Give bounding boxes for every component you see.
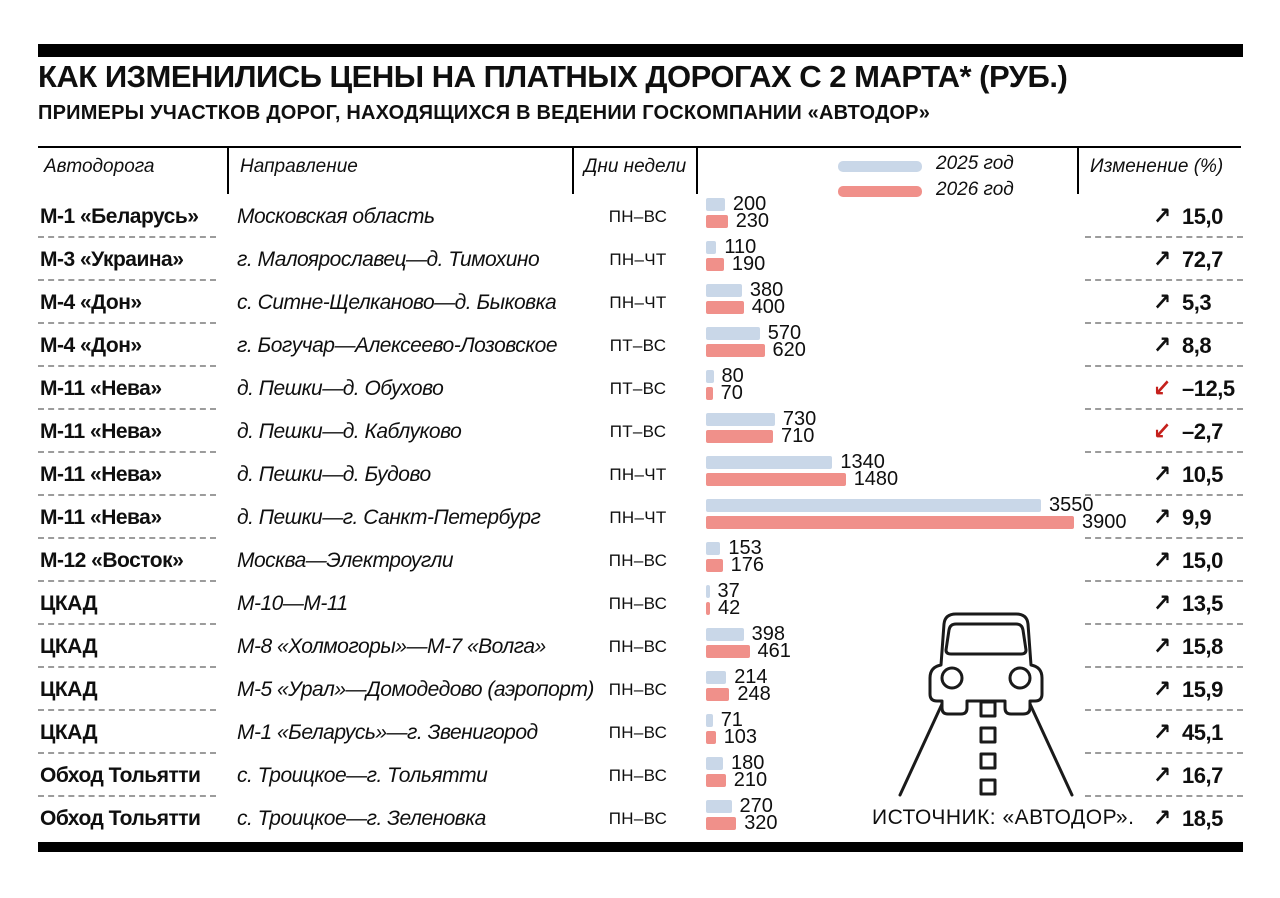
column-divider (227, 146, 229, 194)
bar-2025-fill (706, 413, 775, 426)
road-name: М-11 «Нева» (40, 506, 162, 529)
bar-2026-value: 42 (718, 597, 741, 619)
road-name: М-11 «Нева» (40, 377, 162, 400)
bar-2025-value: 270 (739, 795, 773, 817)
bar-2025-fill (706, 800, 732, 813)
bar-2026-value: 103 (723, 726, 758, 748)
bar-2025-value: 214 (734, 666, 768, 688)
change-percent: 45,1 (1182, 720, 1223, 745)
bar-2025-fill (706, 714, 713, 727)
bar-2026-value: 70 (720, 382, 743, 404)
bar-2026-fill (706, 817, 736, 830)
road-name: ЦКАД (40, 635, 98, 658)
days-of-week: ПН–ВС (608, 680, 668, 699)
trend-arrow-icon: ↗ (1152, 633, 1172, 660)
bar-2025-fill (706, 499, 1041, 512)
bar-2025-value: 180 (731, 752, 765, 774)
table-row (0, 324, 1280, 367)
bar-2026-fill (706, 774, 726, 787)
bar-2026-fill (706, 731, 716, 744)
bar-2025-value: 570 (767, 322, 802, 344)
days-of-week: ПТ–ВС (609, 422, 667, 441)
trend-arrow-icon: ↗ (1152, 590, 1172, 617)
change-percent: 15,9 (1182, 677, 1223, 702)
bar-2026 (706, 468, 899, 490)
bar-2026 (706, 554, 764, 576)
bar-2026-value: 620 (772, 339, 806, 361)
bar-2026-fill (706, 258, 724, 271)
column-header-road: Автодорога (44, 156, 155, 177)
bar-2025-value: 3550 (1049, 494, 1094, 516)
top-rule (38, 44, 1243, 57)
road-name: Обход Тольятти (40, 807, 201, 830)
road-direction: Московская область (237, 205, 435, 228)
road-name: М-11 «Нева» (40, 420, 162, 443)
bar-2026-fill (706, 387, 713, 400)
bar-2025-fill (706, 327, 760, 340)
days-of-week: ПН–ВС (608, 766, 668, 785)
table-row (0, 410, 1280, 453)
bar-2026 (706, 726, 758, 748)
bar-2026 (706, 253, 766, 275)
days-of-week: ПН–ЧТ (609, 508, 667, 527)
bar-2026-fill (706, 602, 710, 615)
change-percent: 10,5 (1182, 462, 1223, 487)
change-percent: 15,8 (1182, 634, 1223, 659)
days-of-week: ПН–ВС (608, 207, 668, 226)
page-subtitle: ПРИМЕРЫ УЧАСТКОВ ДОРОГ, НАХОДЯЩИХСЯ В ВЕДЕНИИ ГОСКОМПАНИИ «АВТОДОР» (38, 102, 931, 124)
trend-arrow-icon: ↗ (1152, 719, 1172, 746)
table-row (0, 238, 1280, 281)
road-direction: г. Богучар—Алексеево-Лозовское (237, 334, 558, 357)
road-direction: М-1 «Беларусь»—г. Звенигород (237, 721, 538, 744)
road-name: М-3 «Украина» (40, 248, 184, 271)
table-row (0, 496, 1280, 539)
trend-arrow-icon: ↗ (1152, 547, 1172, 574)
days-of-week: ПН–ВС (608, 637, 668, 656)
bar-2025-fill (706, 585, 710, 598)
table-row (0, 539, 1280, 582)
legend-swatch-2025 (838, 161, 922, 172)
bar-2026 (706, 769, 768, 791)
road-direction: Москва—Электроугли (237, 549, 454, 572)
trend-arrow-icon: ↙ (1152, 418, 1172, 445)
bar-2025-value: 110 (724, 236, 757, 258)
trend-arrow-icon: ↗ (1152, 805, 1172, 832)
bar-2026-value: 461 (757, 640, 791, 662)
road-direction: М-10—М-11 (237, 592, 348, 615)
column-header-days: Дни недели (584, 156, 687, 177)
bar-2026-value: 190 (731, 253, 766, 275)
trend-arrow-icon: ↙ (1152, 375, 1172, 402)
change-percent: 18,5 (1182, 806, 1223, 831)
bar-2026-value: 3900 (1082, 511, 1127, 533)
bar-2026 (706, 382, 743, 404)
change-percent: 13,5 (1182, 591, 1223, 616)
bar-2026 (706, 640, 791, 662)
bar-2025-fill (706, 284, 742, 297)
change-percent: 8,8 (1182, 333, 1212, 358)
bar-2025-value: 153 (728, 537, 762, 559)
bar-2026 (706, 812, 778, 834)
bar-2026 (706, 425, 815, 447)
car-on-road-icon (880, 608, 1092, 800)
bar-2026-value: 176 (730, 554, 764, 576)
bar-2026-fill (706, 344, 765, 357)
bar-2025-value: 398 (751, 623, 785, 645)
column-header-direction: Направление (240, 156, 358, 177)
bar-2026-value: 710 (781, 425, 815, 447)
change-percent: 15,0 (1182, 204, 1223, 229)
road-name: ЦКАД (40, 592, 98, 615)
trend-arrow-icon: ↗ (1152, 461, 1172, 488)
bar-2025 (706, 494, 1094, 516)
bar-2026-fill (706, 516, 1074, 529)
trend-arrow-icon: ↗ (1152, 762, 1172, 789)
road-direction: д. Пешки—г. Санкт-Петербург (237, 506, 541, 529)
days-of-week: ПТ–ВС (609, 379, 667, 398)
road-direction: д. Пешки—д. Обухово (237, 377, 444, 400)
road-direction: д. Пешки—д. Будово (237, 463, 431, 486)
bar-2025-value: 380 (749, 279, 784, 301)
change-percent: 72,7 (1182, 247, 1223, 272)
road-direction: М-8 «Холмогоры»—М-7 «Волга» (237, 635, 546, 658)
bar-2026 (706, 511, 1127, 533)
road-name: М-4 «Дон» (40, 291, 142, 314)
bar-2025-value: 730 (782, 408, 817, 430)
bar-2026-value: 230 (735, 210, 770, 232)
road-direction: с. Ситне-Щелканово—д. Быковка (237, 291, 557, 314)
bar-2025-fill (706, 628, 744, 641)
table-row (0, 281, 1280, 324)
bar-2026 (706, 597, 741, 619)
road-direction: г. Малоярославец—д. Тимохино (237, 248, 540, 271)
bar-2025-fill (706, 241, 716, 254)
bar-2025-fill (706, 757, 723, 770)
bar-2025-value: 37 (717, 580, 740, 602)
road-name: ЦКАД (40, 721, 98, 744)
days-of-week: ПН–ЧТ (609, 293, 667, 312)
change-percent: –2,7 (1182, 419, 1223, 444)
road-name: М-1 «Беларусь» (40, 205, 199, 228)
bar-2026-fill (706, 688, 729, 701)
change-percent: 15,0 (1182, 548, 1223, 573)
days-of-week: ПН–ВС (608, 551, 668, 570)
bar-2026-value: 248 (737, 683, 771, 705)
source-credit: ИСТОЧНИК: «АВТОДОР». (872, 806, 1135, 829)
days-of-week: ПН–ВС (608, 594, 668, 613)
bar-2026-fill (706, 301, 744, 314)
bar-2025-fill (706, 198, 725, 211)
table-header-rule (38, 146, 1241, 148)
bar-2025-fill (706, 456, 832, 469)
bar-2025-value: 1340 (840, 451, 885, 473)
road-name: Обход Тольятти (40, 764, 201, 787)
column-header-change: Изменение (%) (1090, 156, 1224, 177)
bar-2025-fill (706, 542, 720, 555)
column-divider (572, 146, 574, 194)
road-name: ЦКАД (40, 678, 98, 701)
road-name: М-12 «Восток» (40, 549, 184, 572)
bar-2026 (706, 683, 771, 705)
legend-label-2026: 2026 год (936, 179, 1014, 200)
bar-2026-value: 1480 (853, 468, 899, 490)
bar-2026 (706, 339, 806, 361)
bar-2026 (706, 296, 786, 318)
change-percent: –12,5 (1182, 376, 1235, 401)
road-name: М-11 «Нева» (40, 463, 162, 486)
bar-2025-value: 200 (732, 193, 767, 215)
bar-2025-value: 71 (720, 709, 743, 731)
trend-arrow-icon: ↗ (1152, 676, 1172, 703)
bar-2025-value: 80 (721, 365, 744, 387)
trend-arrow-icon: ↗ (1152, 504, 1172, 531)
bar-2026-fill (706, 473, 846, 486)
table-row (0, 367, 1280, 410)
bottom-rule (38, 842, 1243, 852)
column-divider (1077, 146, 1079, 194)
change-percent: 5,3 (1182, 290, 1212, 315)
bar-2026-value: 320 (744, 812, 778, 834)
table-row (0, 453, 1280, 496)
trend-arrow-icon: ↗ (1152, 289, 1172, 316)
days-of-week: ПТ–ВС (609, 336, 667, 355)
bar-2026-fill (706, 215, 728, 228)
change-percent: 9,9 (1182, 505, 1212, 530)
column-divider (696, 146, 698, 194)
table-row (0, 195, 1280, 238)
days-of-week: ПН–ВС (608, 809, 668, 828)
bar-2026 (706, 210, 770, 232)
days-of-week: ПН–ВС (608, 723, 668, 742)
road-direction: с. Троицкое—г. Зеленовка (237, 807, 486, 830)
trend-arrow-icon: ↗ (1152, 203, 1172, 230)
road-direction: д. Пешки—д. Каблуково (237, 420, 462, 443)
bar-2025-fill (706, 370, 714, 383)
bar-2026-fill (706, 645, 750, 658)
days-of-week: ПН–ЧТ (609, 465, 667, 484)
road-direction: с. Троицкое—г. Тольятти (237, 764, 488, 787)
bar-2025-fill (706, 671, 726, 684)
bar-2026-fill (706, 430, 773, 443)
trend-arrow-icon: ↗ (1152, 246, 1172, 273)
change-percent: 16,7 (1182, 763, 1223, 788)
trend-arrow-icon: ↗ (1152, 332, 1172, 359)
bar-2026-value: 400 (751, 296, 786, 318)
road-name: М-4 «Дон» (40, 334, 142, 357)
days-of-week: ПН–ЧТ (609, 250, 667, 269)
road-direction: М-5 «Урал»—Домодедово (аэропорт) (237, 678, 594, 701)
bar-2026-value: 210 (733, 769, 768, 791)
page-title: КАК ИЗМЕНИЛИСЬ ЦЕНЫ НА ПЛАТНЫХ ДОРОГАХ С 2 МАРТА* (РУБ.) (38, 59, 1068, 94)
bar-2026-fill (706, 559, 723, 572)
legend-label-2025: 2025 год (936, 153, 1014, 174)
